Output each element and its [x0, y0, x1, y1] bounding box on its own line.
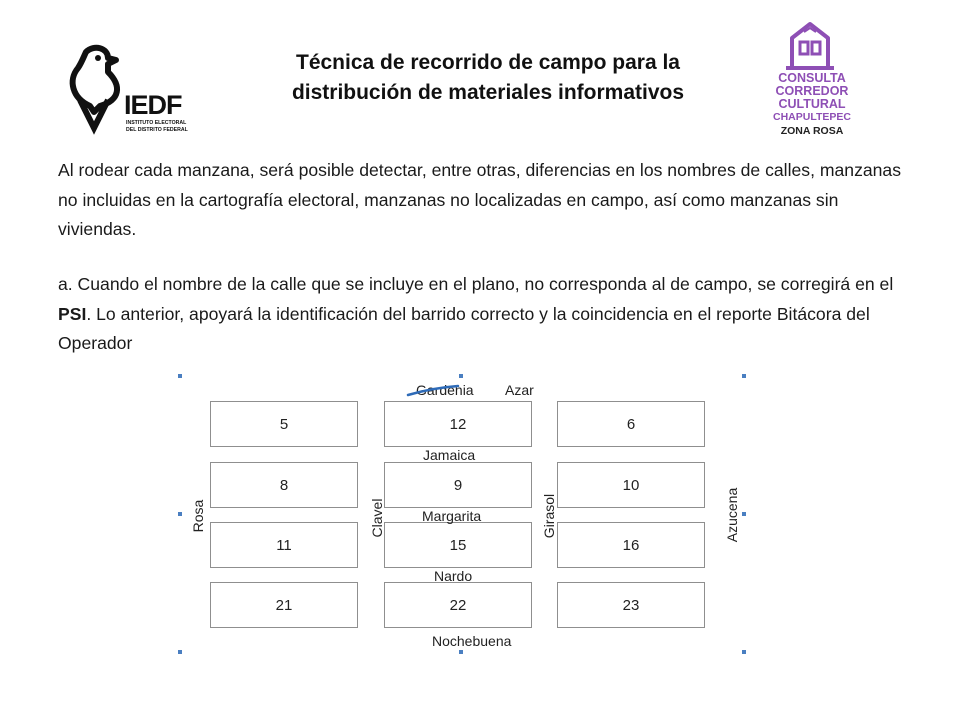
block-22: 22 [384, 582, 532, 628]
block-15: 15 [384, 522, 532, 568]
street-azucena: Azucena [724, 487, 740, 543]
block-6: 6 [557, 401, 705, 447]
block-16: 16 [557, 522, 705, 568]
street-jamaica: Jamaica [423, 447, 476, 463]
iedf-sub-line2: DEL DISTRITO FEDERAL [126, 126, 188, 133]
street-gardenia: Gardenia [416, 382, 474, 398]
paragraph-1: Al rodear cada manzana, será posible detectar, entre otras, diferencias en los nombres de calles, manzanas no incluidas en la cartografía electoral, manzanas no localizadas en campo, así como manzanas sin viviendas. [58, 160, 902, 239]
title-line-1: Técnica de recorrido de campo para la [296, 51, 680, 74]
iedf-sub-line1: INSTITUTO ELECTORAL [126, 120, 187, 126]
paragraph-2-bold: PSI [58, 303, 87, 324]
block-23: 23 [557, 582, 705, 628]
street-nardo: Nardo [434, 568, 473, 584]
title-line-2: distribución de materiales informativos [291, 81, 685, 104]
block-9: 9 [384, 462, 532, 508]
street-azar: Azar [505, 382, 534, 398]
block-12: 12 [384, 401, 532, 447]
consulta-logo-line3: CULTURAL [778, 97, 846, 111]
consulta-logo-line1: CONSULTA [778, 71, 846, 85]
block-10: 10 [557, 462, 705, 508]
block-5: 5 [210, 401, 358, 447]
street-rosa: Rosa [190, 499, 206, 533]
block-11: 11 [210, 522, 358, 568]
paragraph-2-text-b: . Lo anterior, apoyará la identificación del barrido correcto y la coincidencia en el reporte Bitácora del Operador [58, 303, 870, 353]
street-clavel: Clavel [369, 498, 385, 538]
paragraph-2-text-a: a. Cuando el nombre de la calle que se incluye en el plano, no corresponda al de campo, se corregirá en el [58, 274, 894, 294]
consulta-logo-line4: CHAPULTEPEC [773, 111, 851, 123]
street-margarita: Margarita [422, 508, 482, 524]
iedf-logo-text: IEDF [124, 90, 182, 120]
street-nochebuena: Nochebuena [432, 633, 512, 649]
street-girasol: Girasol [541, 493, 557, 539]
block-21: 21 [210, 582, 358, 628]
consulta-logo-line2: CORREDOR [775, 84, 849, 98]
block-8: 8 [210, 462, 358, 508]
consulta-logo-line5: ZONA ROSA [780, 125, 844, 137]
